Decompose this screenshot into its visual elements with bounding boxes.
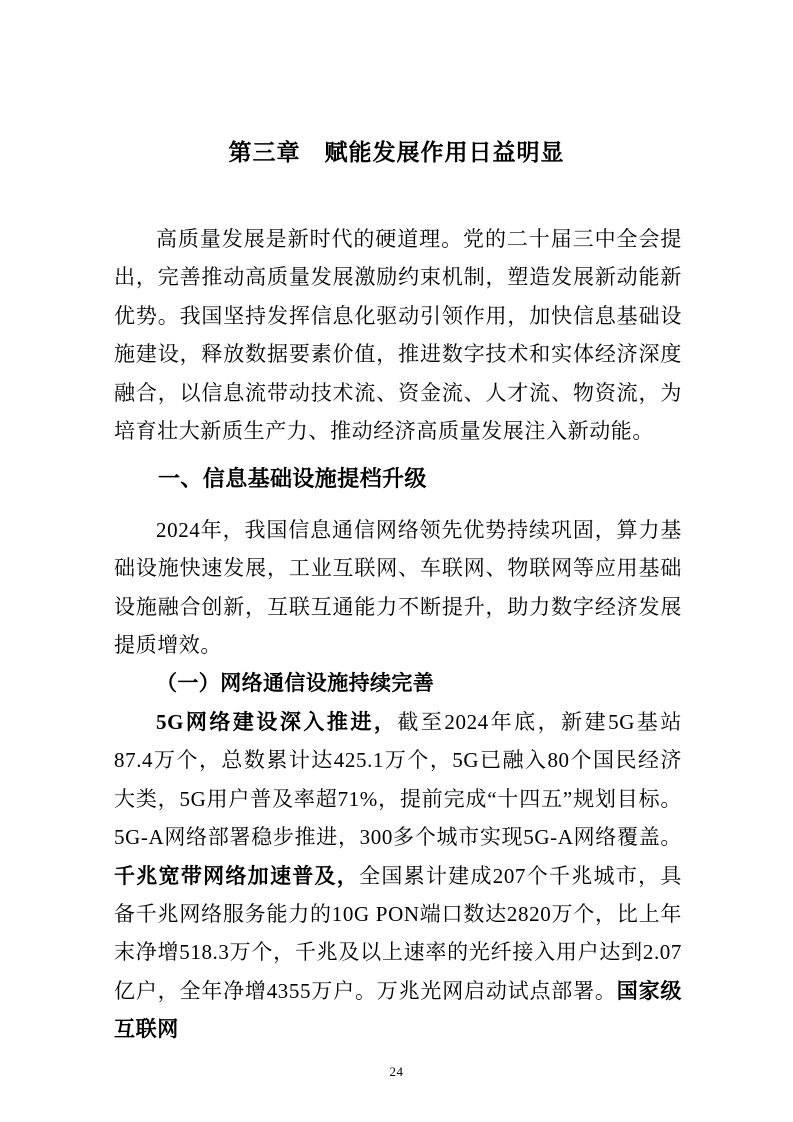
text-run: 截至2024年底，新建5G基站87.4万个，总数累计达425.1万个，5G已融入80个国民经济大类，5G用户普及率超71%，提前完成“十四五”规划目标。5G-A网络部署稳步推进，300多个城市实现5G-A网络覆盖。 xyxy=(114,709,683,850)
bold-text-run: 5G网络建设深入推进， xyxy=(156,709,398,734)
chapter-title: 第三章 赋能发展作用日益明显 xyxy=(228,139,565,165)
bold-text-run: 国家级互联网 xyxy=(114,978,682,1042)
paragraph-5g-gigabit xyxy=(114,703,682,1049)
section-heading-infrastructure-upgrade xyxy=(114,460,682,498)
text-run: 高质量发展是新时代的硬道理。党的二十届三中全会提出，完善推动高质量发展激励约束机制，塑造发展新动能新优势。我国坚持发挥信息化驱动引领作用，加快信息基础设施建设，释放数据要素价值，推进数字技术和实体经济深度融合，以信息流带动技术流、资金流、人才流、物资流，为培育壮大新质生产力、推动经济高质量发展注入新动能。 xyxy=(114,227,682,444)
paragraph-2024-overview xyxy=(114,511,682,665)
bold-text-run: （一）网络通信设施持续完善 xyxy=(156,671,435,696)
bold-text-run: 一、信息基础设施提档升级 xyxy=(158,466,427,492)
document-body xyxy=(114,170,682,1049)
paragraph-intro xyxy=(114,220,682,450)
sub-heading-network-facilities xyxy=(114,664,682,702)
text-run: 2024年，我国信息通信网络领先优势持续巩固，算力基础设施快速发展，工业互联网、车联网、物联网等应用基础设施融合创新，互联互通能力不断提升，助力数字经济发展提质增效。 xyxy=(114,517,682,658)
text-run: 全国累计建成207个千兆城市，具备千兆网络服务能力的10G PON端口数达2820万个，比上年末净增518.3万个，千兆及以上速率的光纤接入用户达到2.07亿户，全年净增4355万户。万兆光网启动试点部署。 xyxy=(114,863,682,1003)
bold-text-run: 千兆宽带网络加速普及， xyxy=(114,863,360,888)
page-number: 24 xyxy=(389,1064,404,1079)
